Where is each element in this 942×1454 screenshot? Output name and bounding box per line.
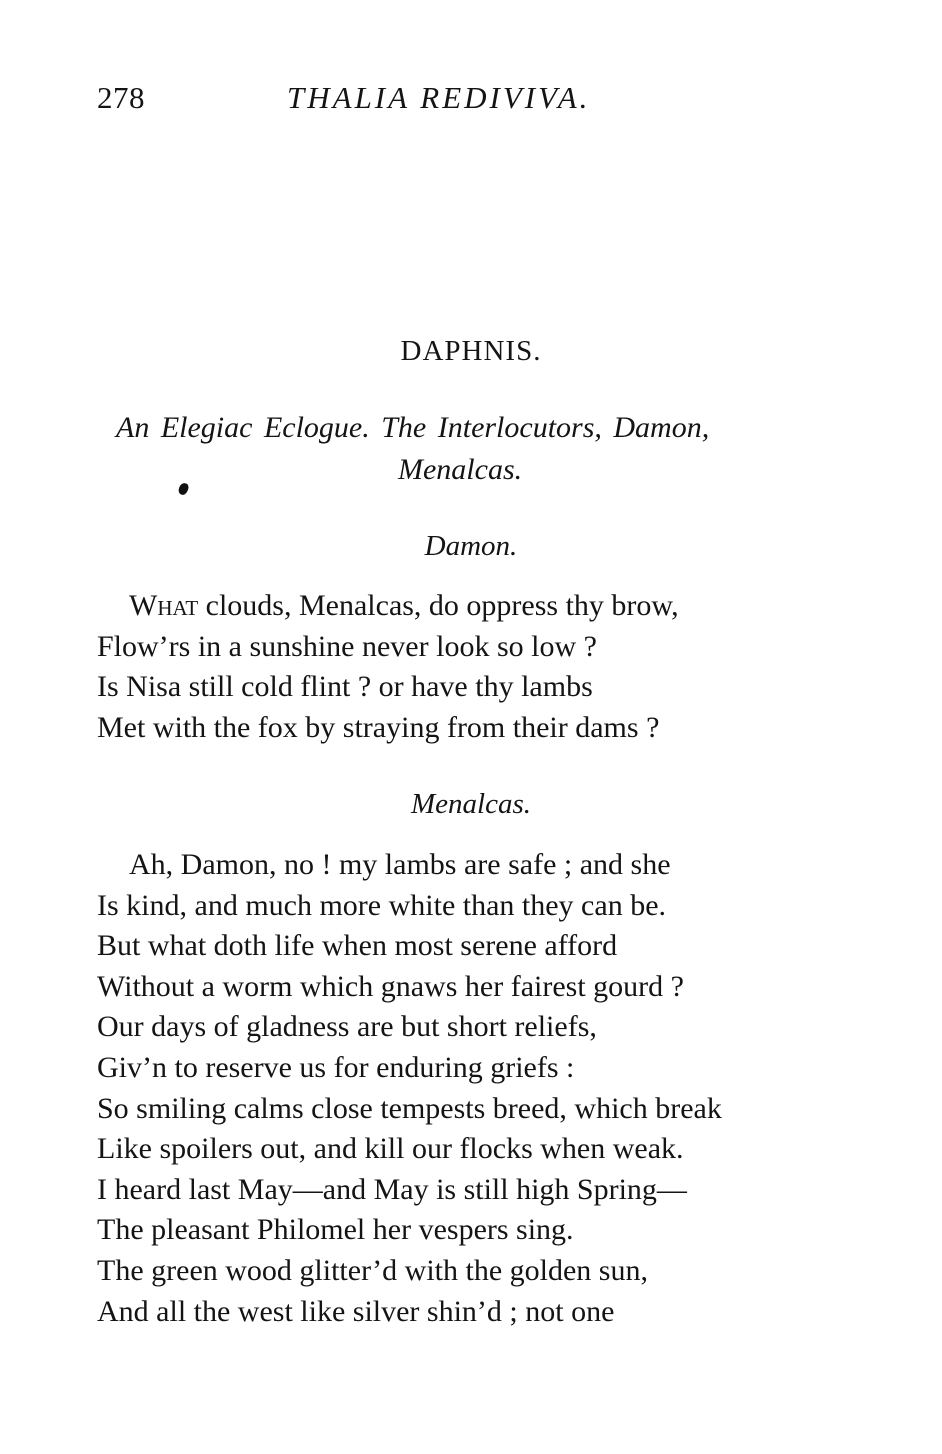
verse-line: Without a worm which gnaws her fairest gourd ?: [97, 969, 684, 1003]
running-head: [97, 80, 817, 124]
verse-line: The pleasant Philomel her vespers sing.: [97, 1213, 574, 1247]
verse-line: Is Nisa still cold flint ? or have thy lambs: [97, 670, 593, 704]
verse-line: Flow’rs in a sunshine never look so low ?: [97, 629, 597, 663]
verse-line: And all the west like silver shin’d ; not one: [97, 1294, 615, 1328]
verse-line: Is kind, and much more white than they can be.: [97, 888, 667, 922]
poem-title: DAPHNIS.: [400, 335, 542, 367]
verse-line: The green wood glitter’d with the golden sun,: [97, 1253, 648, 1287]
verse-line: So smiling calms close tempests breed, which break: [97, 1091, 722, 1125]
verse-line: But what doth life when most serene afford: [97, 929, 618, 963]
verse-line: Met with the fox by straying from their dams ?: [97, 710, 660, 744]
subtitle-line: An Elegiac Eclogue. The Interlocutors, Damon,: [116, 411, 710, 444]
page-number: 278: [97, 80, 145, 115]
verse-line: [97, 586, 837, 627]
stanza: [97, 586, 837, 748]
verse-line: Our days of gladness are but short reliefs,: [97, 1010, 597, 1044]
running-title: THALIA REDIVIVA.: [287, 80, 591, 115]
verse-line: Like spoilers out, and kill our flocks when weak.: [97, 1132, 684, 1166]
verse-text: clouds, Menalcas, do oppress thy brow,: [198, 589, 679, 622]
subtitle-line: Menalcas.: [398, 453, 523, 486]
speaker-heading: Menalcas.: [411, 788, 531, 820]
opening-word: What: [129, 589, 199, 622]
verse-line: Ah, Damon, no ! my lambs are safe ; and she: [129, 848, 671, 881]
stanza: [97, 845, 837, 1332]
speaker-heading: Damon.: [424, 530, 518, 562]
poem-subtitle: [116, 407, 836, 491]
verse-line: Giv’n to reserve us for enduring griefs :: [97, 1050, 575, 1084]
verse-line: I heard last May—and May is still high Spring—: [97, 1172, 687, 1206]
